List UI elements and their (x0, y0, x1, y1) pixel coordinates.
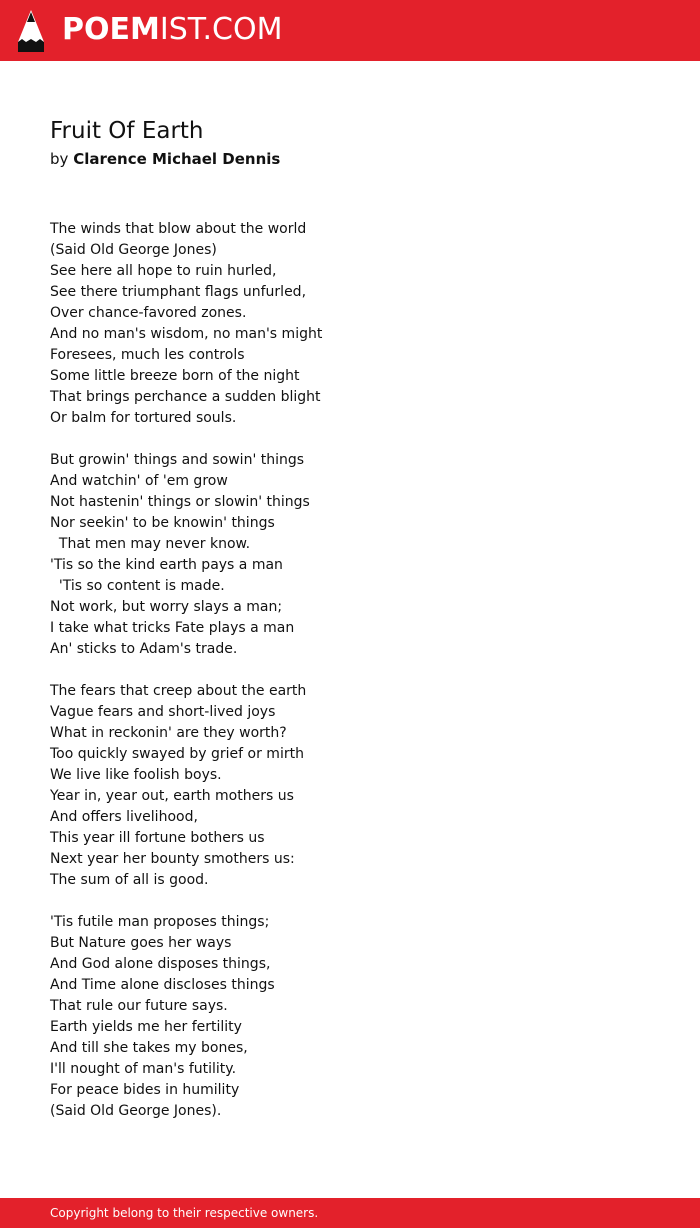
poem-body (50, 219, 650, 1122)
poem-line: Too quickly swayed by grief or mirth (50, 746, 304, 762)
stanza-break (50, 660, 650, 681)
poem-line: Not work, but worry slays a man; (50, 599, 283, 615)
poem-line: And till she takes my bones, (50, 1040, 248, 1056)
poem-line: And watchin' of 'em grow (50, 473, 228, 489)
poem-line: 'Tis so content is made. (50, 578, 225, 594)
poem-line: An' sticks to Adam's trade. (50, 641, 238, 657)
poem-line: What in reckonin' are they worth? (50, 725, 287, 741)
poem-line: 'Tis futile man proposes things; (50, 914, 270, 930)
poem-line: Foresees, much les controls (50, 347, 245, 363)
poem-line: And Time alone discloses things (50, 977, 275, 993)
stanza (50, 219, 650, 429)
poem-line: 'Tis so the kind earth pays a man (50, 557, 283, 573)
poem-line: And God alone disposes things, (50, 956, 271, 972)
stanza (50, 681, 650, 891)
poem-line: The sum of all is good. (50, 872, 209, 888)
poem-line: That brings perchance a sudden blight (50, 389, 321, 405)
poem-line: See here all hope to ruin hurled, (50, 263, 277, 279)
stanza-break (50, 429, 650, 450)
brand-light: IST.COM (159, 12, 283, 47)
poem-line: That men may never know. (50, 536, 251, 552)
poem-line: For peace bides in humility (50, 1082, 240, 1098)
site-footer (0, 1198, 700, 1228)
author-name[interactable]: Clarence Michael Dennis (73, 150, 281, 168)
brand-bold: POEM (62, 12, 160, 47)
site-logo[interactable] (62, 12, 282, 48)
poem-title: Fruit Of Earth (50, 118, 204, 144)
poem-line: Not hastenin' things or slowin' things (50, 494, 310, 510)
poem-line: I'll nought of man's futility. (50, 1061, 237, 1077)
poem-line: But Nature goes her ways (50, 935, 232, 951)
site-header (0, 0, 700, 61)
poem-line: And offers livelihood, (50, 809, 198, 825)
poem-line: And no man's wisdom, no man's might (50, 326, 323, 342)
by-prefix: by (50, 150, 69, 168)
poem-line: Some little breeze born of the night (50, 368, 300, 384)
poem-line: We live like foolish boys. (50, 767, 222, 783)
poem-line: Year in, year out, earth mothers us (50, 788, 294, 804)
poem-line: (Said Old George Jones). (50, 1103, 222, 1119)
poem-line: This year ill fortune bothers us (50, 830, 265, 846)
poem-line: Over chance-favored zones. (50, 305, 247, 321)
poem-line: Or balm for tortured souls. (50, 410, 237, 426)
poem-line: Earth yields me her fertility (50, 1019, 242, 1035)
poem-line: See there triumphant flags unfurled, (50, 284, 307, 300)
poem-line: That rule our future says. (50, 998, 228, 1014)
stanza (50, 450, 650, 660)
poem-line: But growin' things and sowin' things (50, 452, 305, 468)
poem-line: Nor seekin' to be knowin' things (50, 515, 275, 531)
poem-line: Next year her bounty smothers us: (50, 851, 295, 867)
stanza-break (50, 891, 650, 912)
poem-line: The fears that creep about the earth (50, 683, 307, 699)
stanza (50, 912, 650, 1122)
poem-line: The winds that blow about the world (50, 221, 307, 237)
poem-line: Vague fears and short-lived joys (50, 704, 276, 720)
poem-line: I take what tricks Fate plays a man (50, 620, 295, 636)
byline (50, 148, 280, 170)
poem-line: (Said Old George Jones) (50, 242, 217, 258)
pencil-tip-icon[interactable] (18, 10, 44, 52)
copyright-notice: Copyright belong to their respective owners. (50, 1206, 319, 1220)
